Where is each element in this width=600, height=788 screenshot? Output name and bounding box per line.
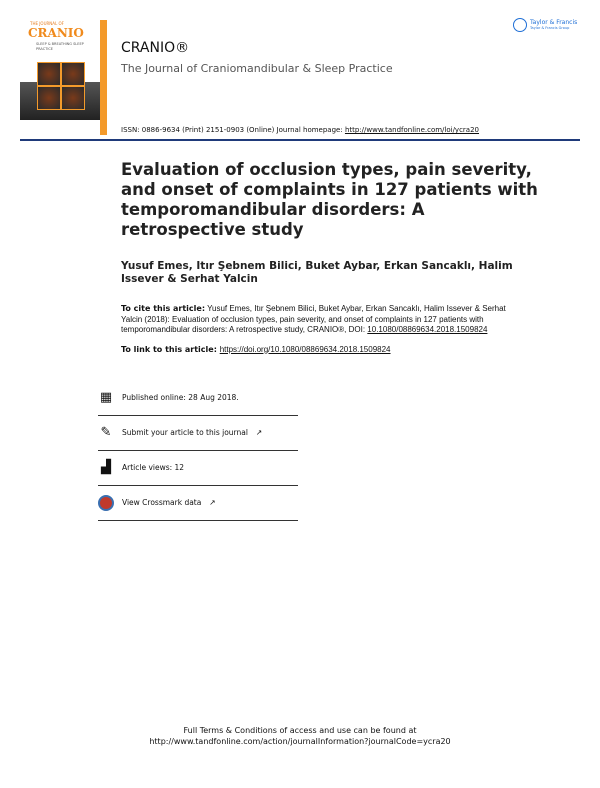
citation <box>121 304 511 336</box>
footer-terms-link[interactable]: http://www.tandfonline.com/action/journalInformation?journalCode=ycra20 <box>149 737 451 746</box>
journal-cover-image <box>20 20 100 135</box>
cite-text: Yusuf Emes, Itır Şebnem Bilici, Buket Aybar, Erkan Sancaklı, Halim Issever & Serhat Yalcin (2018): Evaluation of occlusion types, pain severity, and onset of complaints in 127 patients with temporomandibular disorders: A retrospective study, CRANIO®, DOI: <box>121 304 506 334</box>
article-body <box>99 160 541 521</box>
journal-title: CRANIO® <box>121 40 190 56</box>
article-authors: Yusuf Emes, Itır Şebnem Bilici, Buket Aybar, Erkan Sancaklı, Halim Issever & Serhat Yalcin <box>121 260 513 285</box>
cover-subtitle: SLEEP & BREATHING SLEEP PRACTICE <box>36 42 84 51</box>
external-link-icon: ↗ <box>209 497 216 507</box>
submit-article-row[interactable] <box>98 416 298 451</box>
bar-chart-icon: ▟ <box>101 459 111 475</box>
issn-text: ISSN: 0886-9634 (Print) 2151-0903 (Online) Journal homepage: <box>121 126 345 134</box>
cover-small-title: THE JOURNAL OF <box>30 21 64 26</box>
footer <box>0 725 600 747</box>
publisher-name: Taylor & Francis <box>530 19 578 26</box>
info-rows <box>98 381 541 521</box>
issn-line <box>121 126 479 135</box>
edit-icon: ✎ <box>100 424 112 440</box>
calendar-icon: ▦ <box>99 389 113 405</box>
article-link <box>121 344 541 355</box>
link-label: To link to this article: <box>121 344 220 354</box>
crossmark-link[interactable]: View Crossmark data <box>122 497 202 507</box>
doi-link[interactable]: 10.1080/08869634.2018.1509824 <box>367 325 488 334</box>
article-url-link[interactable]: https://doi.org/10.1080/08869634.2018.1509824 <box>219 344 391 354</box>
header-divider <box>20 139 580 141</box>
article-views: Article views: 12 <box>122 462 185 472</box>
journal-homepage-link[interactable]: http://www.tandfonline.com/loi/ycra20 <box>344 126 480 134</box>
article-views-row <box>98 451 298 486</box>
publisher-logo[interactable] <box>513 18 577 32</box>
crossmark-row[interactable] <box>98 486 298 521</box>
publisher-logo-icon <box>513 18 527 32</box>
published-online-row <box>98 381 298 416</box>
publisher-tagline: Taylor & Francis Group <box>530 26 570 30</box>
journal-subtitle: The Journal of Craniomandibular & Sleep Practice <box>121 62 393 75</box>
footer-terms-text: Full Terms & Conditions of access and use can be found at <box>183 726 417 735</box>
external-link-icon: ↗ <box>255 427 263 437</box>
submit-article-link[interactable]: Submit your article to this journal <box>122 427 248 437</box>
cite-label: To cite this article: <box>121 304 206 313</box>
crossmark-icon <box>98 495 114 511</box>
article-title: Evaluation of occlusion types, pain severity, and onset of complaints in 127 patients with temporomandibular disorders: A retrospective study <box>121 160 538 239</box>
published-date: Published online: 28 Aug 2018. <box>122 392 239 402</box>
cover-logo: CRANIO <box>28 26 84 40</box>
